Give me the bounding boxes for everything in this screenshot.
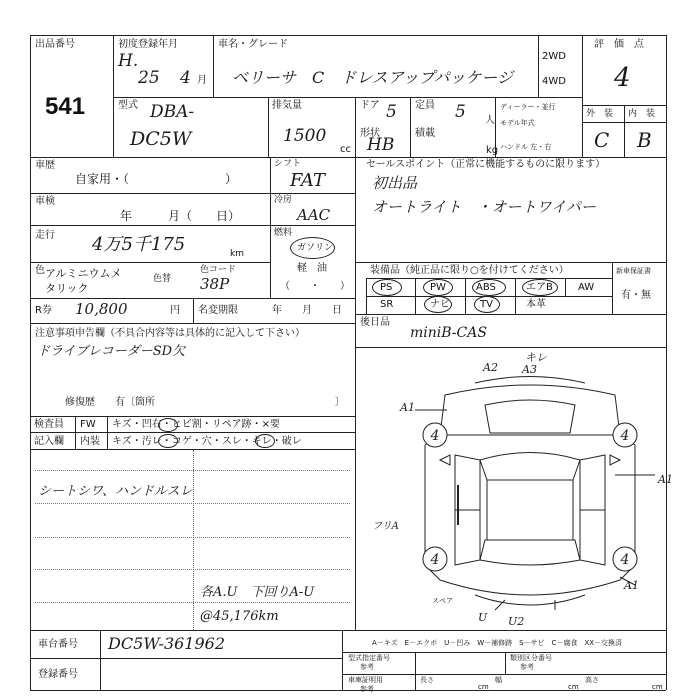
height-unit: cm xyxy=(652,683,663,691)
equip-sr: SR xyxy=(380,299,394,310)
fw-label: FW xyxy=(80,419,96,430)
svg-text:4: 4 xyxy=(620,428,630,444)
score-label: 評 価 点 xyxy=(594,39,644,50)
shift-value: FAT xyxy=(290,170,325,191)
doors-label: ドア xyxy=(360,100,380,111)
exterior-label: 外 装 xyxy=(586,109,614,119)
width-unit: cm xyxy=(568,683,579,691)
rule xyxy=(342,674,666,675)
type-label: 型式 xyxy=(118,100,138,111)
mark-u2: U2 xyxy=(508,615,525,628)
rule xyxy=(582,35,583,157)
class-label: 類別区分番号 xyxy=(510,654,552,662)
comment-line-3: @45,176km xyxy=(200,609,279,624)
rule xyxy=(666,35,667,690)
model-year-label: モデル年式 xyxy=(500,119,535,127)
doors-value: 5 xyxy=(386,102,397,122)
interior-items: キズ・汚レ・コゲ・穴・スレ・キレ・破レ xyxy=(112,436,302,447)
repair-close: 〕 xyxy=(335,397,345,408)
equip-ps: PS xyxy=(380,282,393,293)
mark-a2: A2 xyxy=(483,361,498,374)
equip-navi: ナビ xyxy=(430,299,450,310)
rule xyxy=(410,97,411,157)
mileage-label: 走行 xyxy=(35,230,55,241)
equip-tv: TV xyxy=(480,299,493,310)
comment-divider xyxy=(193,450,194,630)
comment-rule xyxy=(35,602,350,603)
rule xyxy=(612,262,613,314)
rule xyxy=(213,35,214,97)
first-reg-era: H. xyxy=(118,51,139,71)
rule xyxy=(30,35,666,36)
recycle-value: 10,800 xyxy=(75,300,128,318)
rule xyxy=(270,157,271,298)
lot-label: 出品番号 xyxy=(35,39,75,50)
rule xyxy=(355,314,666,315)
rule xyxy=(113,97,582,98)
circle-navi xyxy=(424,296,452,313)
rule xyxy=(30,193,355,194)
type-code: DC5W xyxy=(130,128,192,150)
svg-text:4: 4 xyxy=(620,552,630,568)
comment-line-2: 各A.U 下回りA-U xyxy=(200,585,315,600)
spare-label: スペア xyxy=(432,597,453,605)
width-label: 幅 xyxy=(495,676,502,684)
color-change-label: 色替 xyxy=(153,274,172,284)
circle-pw xyxy=(423,279,453,296)
score-value: 4 xyxy=(614,63,631,93)
equip-aw: AW xyxy=(578,282,595,293)
model-label: 車名・グレード xyxy=(218,39,288,50)
reg-label: 登録番号 xyxy=(38,669,78,680)
displacement-value: 1500 xyxy=(283,126,327,146)
rule xyxy=(465,278,466,314)
sales-points-label: セールスポイント（正常に機能するものに限ります） xyxy=(366,159,606,170)
color-name: アルミニウムメタリック xyxy=(45,267,122,295)
load-label: 積載 xyxy=(415,128,435,139)
circle-dent xyxy=(158,418,178,432)
length-unit: cm xyxy=(478,683,489,691)
color-code-value: 38P xyxy=(200,275,230,293)
mileage-value: 4万5千175 xyxy=(92,234,186,255)
drive-4wd: 4WD xyxy=(542,76,566,87)
equip-airbag: エアB xyxy=(526,282,553,293)
fuel-other: （ ・ ） xyxy=(280,281,350,292)
rule xyxy=(355,298,356,323)
repair-label: 修復歴 xyxy=(65,397,95,408)
recycle-label: R券 xyxy=(35,305,52,316)
rule xyxy=(342,630,343,690)
shape-label: 形状 xyxy=(360,128,380,139)
yen-unit: 円 xyxy=(170,305,180,316)
comment-rule xyxy=(35,503,350,504)
rule xyxy=(624,105,625,157)
first-reg-year: 25 xyxy=(138,68,160,88)
type-prefix: DBA- xyxy=(150,102,195,122)
rule xyxy=(30,630,666,631)
equip-abs: ABS xyxy=(476,282,496,293)
capacity-value: 5 xyxy=(455,102,466,122)
rule xyxy=(515,278,516,314)
inspector-label: 検査員 xyxy=(34,419,64,430)
chassis-label: 車台番号 xyxy=(38,639,78,650)
chassis-value: DC5W-361962 xyxy=(108,634,226,653)
svg-text:4: 4 xyxy=(430,552,440,568)
comment-rule xyxy=(35,470,350,471)
equip-leather: 本革 xyxy=(526,299,546,310)
fuel-label: 燃料 xyxy=(274,228,293,238)
rule xyxy=(30,658,342,659)
rule xyxy=(113,35,114,157)
mark-a1-rear-right: A1 xyxy=(624,579,639,592)
rule xyxy=(30,225,355,226)
color-code-label: 色コード xyxy=(200,265,237,275)
kg-unit: kg xyxy=(486,145,499,156)
inspector-label-2: 記入欄 xyxy=(34,436,64,447)
mark-furi-a: フリA xyxy=(372,521,399,532)
fuel-oil: 軽 油 xyxy=(297,263,327,274)
history-label: 車歴 xyxy=(35,160,55,171)
new-cert-value: 有・無 xyxy=(621,290,651,301)
handle-label: ハンドル 左・右 xyxy=(500,143,552,151)
rule xyxy=(415,278,416,314)
shift-label: シフト xyxy=(274,159,302,169)
height-label: 高さ xyxy=(585,676,599,684)
aftermarket-label: 後日品 xyxy=(360,317,390,328)
repair-value: 有〔箇所 xyxy=(115,397,155,408)
svg-text:4: 4 xyxy=(430,428,440,444)
type-cert-label: 型式指定番号 xyxy=(348,654,390,662)
notes-text: ドライブレコーダーSD欠 xyxy=(37,344,186,359)
circle-ps xyxy=(372,279,402,296)
mark-a1-right: A1 xyxy=(658,473,673,486)
length-label: 長さ xyxy=(420,676,434,684)
rule xyxy=(505,652,506,674)
rule xyxy=(100,630,101,690)
comment-rule xyxy=(35,569,350,570)
rule xyxy=(75,416,76,449)
interior-inspect-label: 内装 xyxy=(80,436,100,447)
cc-unit: cc xyxy=(340,144,351,155)
interior-grade: B xyxy=(637,128,652,152)
mark-a1-front-left: A1 xyxy=(400,401,415,414)
rule xyxy=(355,347,666,348)
comment-rule xyxy=(35,537,350,538)
class-ref: 参考 xyxy=(520,663,534,671)
rule xyxy=(355,157,666,158)
exterior-grade: C xyxy=(594,128,610,152)
fw-items: キズ・凹右・ヒビ割・リペア跡・×要 xyxy=(112,419,280,430)
capacity-label: 定員 xyxy=(415,100,435,111)
history-value: 自家用・（ ） xyxy=(75,172,238,186)
rule xyxy=(30,35,31,690)
ac-label: 冷房 xyxy=(274,195,293,205)
rule xyxy=(30,262,270,263)
color-label: 色 xyxy=(35,265,45,276)
inspection-label: 車検 xyxy=(35,196,55,207)
notes-label: 注意事項申告欄（不具合内容等は具体的に記入して下さい） xyxy=(35,328,305,339)
rule xyxy=(107,416,108,449)
aftermarket-value: miniB-CAS xyxy=(410,325,487,341)
rule xyxy=(538,35,539,97)
name-change-label: 名変期限 xyxy=(198,305,238,316)
rule xyxy=(30,432,355,433)
lot-number: 541 xyxy=(45,93,86,120)
damage-legend: A－キズ E－エクボ U－凹み W－補修跡 S－サビ C－腐食 XX－交換済 xyxy=(372,639,623,647)
first-reg-label: 初度登録年月 xyxy=(118,39,178,50)
circle-wear xyxy=(255,434,275,448)
sales-point-1: 初出品 xyxy=(372,174,418,192)
drive-2wd: 2WD xyxy=(542,51,566,62)
name-change-value: 年 月 日 xyxy=(272,305,342,316)
rule xyxy=(30,157,355,158)
circle-airbag xyxy=(522,279,558,296)
rule xyxy=(415,652,416,690)
new-cert-label: 新車保証書 xyxy=(616,267,651,275)
rule xyxy=(366,278,367,314)
rule xyxy=(30,416,355,417)
ac-value: AAC xyxy=(297,206,331,224)
rule xyxy=(565,278,566,296)
cert-label: 車庫証明用 xyxy=(348,676,383,684)
month-unit: 月 xyxy=(197,75,207,86)
rule xyxy=(268,97,269,157)
model-name: ベリーサ C ドレスアップパッケージ xyxy=(232,68,514,87)
mark-u: U xyxy=(478,611,488,624)
interior-label: 内 装 xyxy=(628,109,656,119)
capacity-unit: 人 xyxy=(485,115,495,126)
circle-dirt xyxy=(158,434,178,448)
fuel-gas: ガソリン xyxy=(297,243,334,253)
km-unit: km xyxy=(230,249,244,259)
comment-line-1: シートシワ、ハンドルスレ xyxy=(38,484,193,499)
sales-point-2: オートライト ・オートワイパー xyxy=(372,198,596,216)
fuel-gas-circle xyxy=(290,237,335,259)
inspection-value: 年 月（ 日） xyxy=(120,209,241,223)
dealer-label: ディーラー・並行 xyxy=(500,103,556,111)
cert-ref: 参考 xyxy=(360,685,374,693)
circle-abs xyxy=(472,279,506,296)
first-reg-month: 4 xyxy=(180,68,191,88)
circle-tv xyxy=(474,296,500,313)
mark-kire: キレ xyxy=(525,351,547,364)
rule xyxy=(30,323,355,324)
rule xyxy=(193,298,194,323)
equipment-label: 装備品（純正品に限り○を付けてください） xyxy=(370,265,569,276)
type-cert-ref: 参考 xyxy=(360,663,374,671)
rule xyxy=(355,416,356,630)
rule xyxy=(355,262,666,263)
equip-pw: PW xyxy=(430,282,446,293)
mark-a3: A3 xyxy=(522,363,537,376)
rule xyxy=(355,323,356,416)
car-diagram xyxy=(395,365,665,615)
rule xyxy=(342,652,666,653)
displacement-label: 排気量 xyxy=(272,100,302,111)
shape-value: HB xyxy=(367,135,395,155)
